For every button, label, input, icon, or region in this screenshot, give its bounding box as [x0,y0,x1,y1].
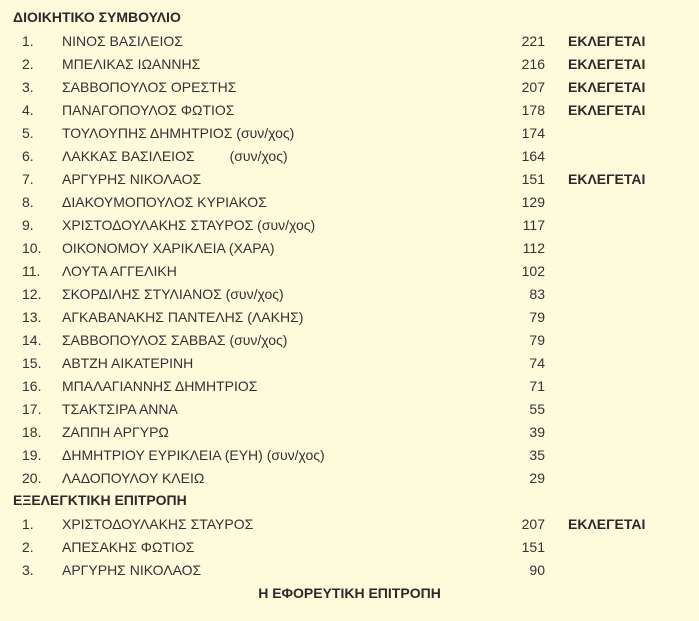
elected-status: ΕΚΛΕΓΕΤΑΙ [568,516,646,532]
candidate-name: ΜΠΕΛΙΚΑΣ ΙΩΑΝΝΗΣ [62,56,201,72]
vote-count: 83 [529,286,545,302]
result-row [0,194,699,216]
candidate-name: ΧΡΙΣΤΟΔΟΥΛΑΚΗΣ ΣΤΑΥΡΟΣ [62,516,254,532]
candidate-name: ΑΡΓΥΡΗΣ ΝΙΚΟΛΑΟΣ [62,562,202,578]
result-row [0,355,699,377]
result-row [0,424,699,446]
result-row [0,240,699,262]
vote-count: 35 [529,447,545,463]
row-number: 16. [22,378,42,394]
row-number: 2. [22,539,34,555]
result-row [0,401,699,423]
candidate-name: ΛΟΥΤΑ ΑΓΓΕΛΙΚΗ [62,263,177,279]
row-number: 7. [22,171,34,187]
row-number: 20. [22,470,42,486]
result-row [0,33,699,55]
row-number: 5. [22,125,34,141]
row-number: 6. [22,148,34,164]
row-number: 19. [22,447,42,463]
result-row [0,470,699,492]
candidate-name: ΑΠΕΣΑΚΗΣ ΦΩΤΙΟΣ [62,539,195,555]
audit-section-title: ΕΞΕΛΕΓΚΤΙΚΗ ΕΠΙΤΡΟΠΗ [13,492,187,508]
result-row [0,378,699,400]
row-number: 3. [22,562,34,578]
row-number: 4. [22,102,34,118]
row-number: 2. [22,56,34,72]
vote-count: 216 [521,56,545,72]
result-row [0,125,699,147]
elected-status: ΕΚΛΕΓΕΤΑΙ [568,79,646,95]
row-number: 10. [22,240,42,256]
elected-status: ΕΚΛΕΓΕΤΑΙ [568,56,646,72]
row-number: 8. [22,194,34,210]
row-number: 14. [22,332,42,348]
row-number: 1. [22,33,34,49]
candidate-name: ΜΠΑΛΑΓΙΑΝΝΗΣ ΔΗΜΗΤΡΙΟΣ [62,378,258,394]
elected-status: ΕΚΛΕΓΕΤΑΙ [568,171,646,187]
vote-count: 79 [529,309,545,325]
elected-status: ΕΚΛΕΓΕΤΑΙ [568,102,646,118]
vote-count: 71 [529,378,545,394]
vote-count: 29 [529,470,545,486]
result-row [0,309,699,331]
candidate-name: ΟΙΚΟΝΟΜΟΥ ΧΑΡΙΚΛΕΙΑ (ΧΑΡΑ) [62,240,275,256]
candidate-name: ΛΑΔΟΠΟΥΛΟΥ ΚΛΕΙΩ [62,470,205,486]
row-number: 3. [22,79,34,95]
row-number: 11. [22,263,41,279]
result-row [0,263,699,285]
candidate-name: ΔΙΑΚΟΥΜΟΠΟΥΛΟΣ ΚΥΡΙΑΚΟΣ [62,194,267,210]
elected-status: ΕΚΛΕΓΕΤΑΙ [568,33,646,49]
row-number: 1. [22,516,34,532]
candidate-name: ΧΡΙΣΤΟΔΟΥΛΑΚΗΣ ΣΤΑΥΡΟΣ (συν/χος) [62,217,316,233]
result-row [0,148,699,170]
candidate-name: ΖΑΠΠΗ ΑΡΓΥΡΩ [62,424,169,440]
vote-count: 117 [522,217,545,233]
vote-count: 102 [521,263,545,279]
vote-count: 164 [521,148,545,164]
candidate-name: ΤΟΥΛΟΥΠΗΣ ΔΗΜΗΤΡΙΟΣ (συν/χος) [62,125,295,141]
vote-count: 221 [521,33,545,49]
row-number: 18. [22,424,42,440]
candidate-name: ΠΑΝΑΓΟΠΟΥΛΟΣ ΦΩΤΙΟΣ [62,102,235,118]
result-row [0,56,699,78]
result-row [0,79,699,101]
vote-count: 112 [522,240,545,256]
vote-count: 151 [521,539,545,555]
board-section-title: ΔΙΟΙΚΗΤΙΚΟ ΣΥΜΒΟΥΛΙΟ [13,9,181,25]
candidate-name: ΣΑΒΒΟΠΟΥΛΟΣ ΟΡΕΣΤΗΣ [62,79,237,95]
row-number: 17. [22,401,42,417]
vote-count: 151 [521,171,545,187]
row-number: 12. [22,286,42,302]
vote-count: 207 [521,516,545,532]
candidate-name: ΑΓΚΑΒΑΝΑΚΗΣ ΠΑΝΤΕΛΗΣ (ΛΑΚΗΣ) [62,309,304,325]
candidate-name: ΑΡΓΥΡΗΣ ΝΙΚΟΛΑΟΣ [62,171,202,187]
candidate-name: ΤΣΑΚΤΣΙΡΑ ΑΝΝΑ [62,401,178,417]
vote-count: 74 [529,355,545,371]
candidate-name: ΝΙΝΟΣ ΒΑΣΙΛΕΙΟΣ [62,33,183,49]
result-row [0,171,699,193]
candidate-name: ΣΑΒΒΟΠΟΥΛΟΣ ΣΑΒΒΑΣ (συν/χος) [62,332,288,348]
row-number: 15. [22,355,42,371]
result-row [0,217,699,239]
candidate-name: ΔΗΜΗΤΡΙΟΥ ΕΥΡΙΚΛΕΙΑ (ΕΥΗ) (συν/χος) [62,447,325,463]
result-row [0,516,699,538]
result-row [0,447,699,469]
result-row [0,562,699,584]
result-row [0,102,699,124]
signature-line: Η ΕΦΟΡΕΥΤΙΚΗ ΕΠΙΤΡΟΠΗ [258,585,441,601]
vote-count: 55 [529,401,545,417]
vote-count: 174 [521,125,545,141]
candidate-name: ΣΚΟΡΔΙΛΗΣ ΣΤΥΛΙΑΝΟΣ (συν/χος) [62,286,284,302]
vote-count: 39 [529,424,545,440]
candidate-name: ΛΑΚΚΑΣ ΒΑΣΙΛΕΙΟΣ (συν/χος) [62,148,288,164]
result-row [0,332,699,354]
vote-count: 79 [529,332,545,348]
vote-count: 90 [529,562,545,578]
vote-count: 129 [521,194,545,210]
vote-count: 207 [521,79,545,95]
candidate-name: ΑΒΤΖΗ ΑΙΚΑΤΕΡΙΝΗ [62,355,194,371]
row-number: 13. [22,309,42,325]
row-number: 9. [22,217,34,233]
vote-count: 178 [521,102,545,118]
result-row [0,286,699,308]
result-row [0,539,699,561]
